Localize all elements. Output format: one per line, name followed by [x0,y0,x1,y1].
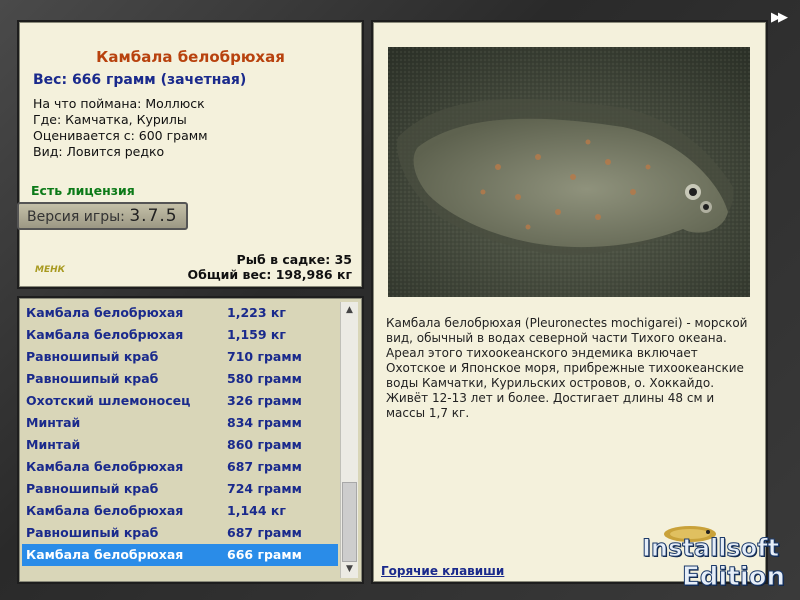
list-item-name: Камбала белобрюхая [26,547,184,562]
list-item-name: Равношипый краб [26,481,159,496]
version-label: Версия игры: [27,209,130,225]
list-item[interactable] [22,346,338,368]
license-status: Есть лицензия [31,183,135,198]
list-item-weight: 1,144 кг [227,503,286,518]
list-item-weight: 1,159 кг [227,327,286,342]
list-item[interactable] [22,522,338,544]
total-weight: Общий вес: 198,986 кг [187,267,352,282]
list-item[interactable] [22,456,338,478]
list-item[interactable] [22,390,338,412]
catch-stats [188,252,353,282]
list-item-name: Минтай [26,415,81,430]
version-number: 3.7.5 [129,206,178,226]
list-item-weight: 1,223 кг [227,305,286,320]
list-item[interactable] [22,478,338,500]
installsoft-logo [630,520,800,600]
detail-bait: На что поймана: Моллюск [33,96,205,111]
list-item-weight: 687 грамм [227,459,302,474]
list-item[interactable] [22,500,338,522]
list-item-weight: 724 грамм [227,481,302,496]
scrollbar[interactable] [340,302,358,578]
list-item-name: Охотский шлемоносец [26,393,191,408]
fish-description-panel [371,20,768,584]
list-item-name: Минтай [26,437,81,452]
fish-in-cage: Рыб в садке: 35 [236,252,352,267]
scroll-thumb[interactable] [342,482,357,562]
brand-line-1: Installsoft [642,534,780,562]
list-item-weight: 326 грамм [227,393,302,408]
list-item[interactable] [22,324,338,346]
fish-photo [388,47,750,297]
version-badge [17,202,188,230]
detail-min-weight: Оценивается с: 600 грамм [33,128,208,143]
list-item-weight: 860 грамм [227,437,302,452]
list-item-name: Камбала белобрюхая [26,459,184,474]
detail-location: Где: Камчатка, Курилы [33,112,187,127]
list-item[interactable] [22,412,338,434]
list-item-name: Камбала белобрюхая [26,305,184,320]
list-item[interactable] [22,302,338,324]
next-arrow-button[interactable]: ▶▶ [771,10,785,25]
list-item-name: Равношипый краб [26,349,159,364]
small-logo: МЕНК [35,265,65,275]
fish-info-panel [17,20,364,289]
list-item-weight: 666 грамм [227,547,302,562]
fish-description: Камбала белобрюхая (Pleuronectes mochigarei) - морской вид, обычный в водах северной части Тихого океана. Ареал этого тихоокеанского эндемика включает Охотское и Японское моря, прибрежные тихоокеанские воды Камчатки, Курильских островов, о. Хоккайдо. Живёт 12-13 лет и более. Достигает длины 48 см и массы 1,7 кг. [386,316,748,420]
list-item-name: Камбала белобрюхая [26,503,184,518]
list-item-weight: 687 грамм [227,525,302,540]
scroll-down-icon[interactable]: ▼ [346,564,353,574]
catch-list[interactable] [22,302,338,566]
list-item[interactable] [22,434,338,456]
list-item-name: Равношипый краб [26,525,159,540]
fish-title: Камбала белобрюхая [96,48,285,66]
fish-details [33,96,208,160]
list-item-weight: 710 грамм [227,349,302,364]
brand-line-2: Edition [682,562,785,592]
list-item-weight: 580 грамм [227,371,302,386]
list-item-name: Равношипый краб [26,371,159,386]
flounder-image [388,47,750,297]
hotkeys-link[interactable]: Горячие клавиши [381,564,505,578]
list-item-weight: 834 грамм [227,415,302,430]
list-item[interactable] [22,544,338,566]
list-item[interactable] [22,368,338,390]
fish-weight: Вес: 666 грамм (зачетная) [33,72,247,88]
scroll-up-icon[interactable]: ▲ [346,305,353,315]
detail-rarity: Вид: Ловится редко [33,144,165,159]
catch-list-panel [17,296,364,584]
list-item-name: Камбала белобрюхая [26,327,184,342]
